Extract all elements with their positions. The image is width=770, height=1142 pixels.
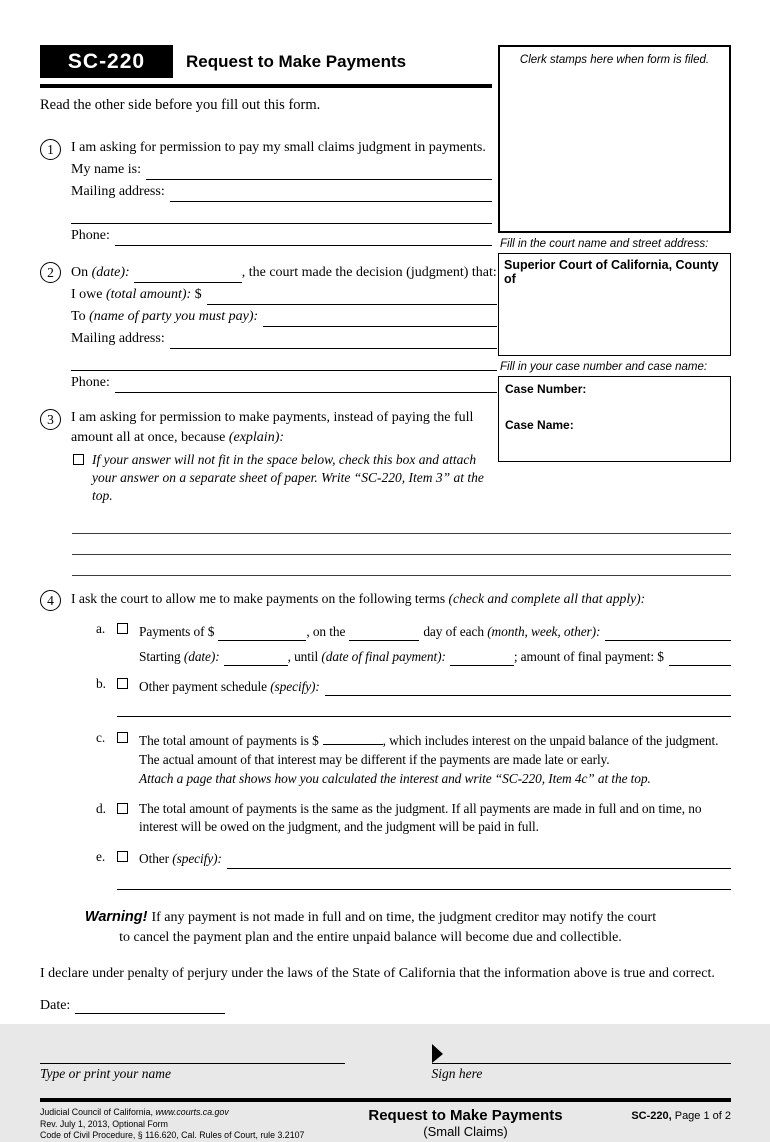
clerk-stamp-box: [498, 45, 731, 233]
date-row: [40, 990, 731, 1014]
case-number-label: Case Number:: [505, 382, 587, 396]
attach-sheet-note: If your answer will not fit in the space below, check this box and attach your answer on a separate sheet of paper. Write “SC-220, Item 3” at the top.: [92, 451, 484, 504]
phone-label: Phone:: [71, 228, 110, 243]
creditor-mailing-input-line-2[interactable]: [71, 355, 497, 371]
decision-text: , the court made the decision (judgment) that:: [241, 265, 497, 280]
item-4e-checkbox[interactable]: [117, 851, 128, 862]
section-2-body: [71, 261, 497, 393]
right-column: [498, 45, 731, 505]
item-4c-checkbox[interactable]: [117, 732, 128, 743]
footer-form-subtitle: (Small Claims): [423, 1123, 508, 1139]
other-schedule-label: Other payment schedule (specify):: [139, 678, 320, 694]
item-4c-letter: c.: [96, 730, 106, 746]
owe-amount-input-line[interactable]: [207, 289, 497, 305]
day-of-each-label: day of each (month, week, other):: [423, 623, 601, 639]
top-section: [40, 45, 731, 505]
mailing-address-input-line[interactable]: [170, 186, 492, 202]
sign-here-label: Sign here: [431, 1065, 483, 1081]
start-date-input-line[interactable]: [224, 650, 288, 666]
signature-row: [40, 1044, 731, 1082]
footer-council-line: Judicial Council of California, www.courts.ca.gov: [40, 1106, 229, 1117]
my-name-input-line[interactable]: [146, 164, 492, 180]
item-4b-line: [139, 675, 731, 696]
section-1: [40, 138, 492, 246]
item-4b: [96, 675, 731, 696]
footer-rev-line: Rev. July 1, 2013, Optional Form: [40, 1118, 168, 1129]
item-4a-body: [139, 620, 731, 666]
case-info-box[interactable]: [498, 376, 731, 462]
form-header: [40, 45, 492, 78]
section-3-text: I am asking for permission to make payments, instead of paying the full amount all at once, because (explain):: [71, 409, 474, 445]
item-4e: [96, 848, 731, 869]
pay-to-label: To (name of party you must pay):: [71, 309, 259, 324]
creditor-phone-row: [71, 371, 497, 393]
footer-rule: [40, 1098, 731, 1102]
footer-center: [340, 1107, 591, 1142]
mailing-address-row-2: [71, 202, 492, 224]
pay-to-row: [71, 305, 497, 327]
other-specify-input-line-2[interactable]: [117, 869, 731, 890]
final-date-input-line[interactable]: [450, 650, 514, 666]
pay-to-input-line[interactable]: [263, 311, 497, 327]
footer-page-number: Page 1 of 2: [671, 1109, 731, 1122]
print-name-label: Type or print your name: [40, 1065, 171, 1081]
item-4c-line-1: The total amount of payments is $ , which includes interest on the unpaid balance of the judgment.: [139, 729, 731, 751]
explanation-lines: [72, 513, 731, 576]
left-column: [40, 45, 497, 505]
item-4a-line-2: [139, 645, 731, 666]
print-name-block: [40, 1044, 345, 1082]
court-name-box[interactable]: [498, 253, 731, 356]
item-4d-letter: d.: [96, 800, 106, 816]
case-name-label: Case Name:: [505, 418, 574, 432]
phone-input-line[interactable]: [115, 230, 492, 246]
item-4b-checkbox[interactable]: [117, 678, 128, 689]
other-specify-input-line[interactable]: [227, 853, 731, 869]
form-number-badge: SC-220: [40, 45, 173, 78]
creditor-mailing-label: Mailing address:: [71, 331, 165, 346]
form-title: Request to Make Payments: [186, 51, 407, 71]
footer-form-number: SC-220,: [631, 1109, 672, 1122]
phone-row-1: [71, 224, 492, 246]
final-amount-input-line[interactable]: [669, 650, 731, 666]
item-4e-body: [139, 848, 731, 869]
starting-label: Starting (date):: [139, 648, 220, 664]
payment-period-input-line[interactable]: [605, 625, 731, 641]
my-name-label: My name is:: [71, 162, 141, 177]
section-2: [40, 261, 497, 393]
warning-block: [40, 907, 731, 949]
date-label: Date:: [40, 997, 71, 1013]
section-4: [40, 589, 731, 611]
item-4d-checkbox[interactable]: [117, 803, 128, 814]
date-input-line[interactable]: [75, 998, 225, 1014]
section-3-number: 3: [40, 409, 61, 430]
item-4d-text: The total amount of payments is the same as the judgment. If all payments are made in full and on time, no interest will be owed on the judgment, and the judgment will be paid in full.: [139, 800, 702, 835]
section-1-body: [71, 138, 492, 246]
attach-sheet-checkbox[interactable]: [73, 454, 84, 465]
footer-right: [591, 1107, 731, 1142]
court-name-label: Superior Court of California, County of: [504, 258, 719, 286]
section-3: [40, 408, 492, 505]
owe-label: I owe (total amount): $: [71, 287, 202, 302]
creditor-mailing-input-line[interactable]: [170, 333, 497, 349]
case-info-instruction: Fill in your case number and case name:: [500, 361, 708, 373]
final-payment-label: ; amount of final payment: $: [513, 648, 664, 664]
mailing-address-row-1: [71, 180, 492, 202]
total-payments-input-line[interactable]: [323, 729, 383, 745]
mailing-address-label: Mailing address:: [71, 184, 165, 199]
item-4e-letter: e.: [96, 849, 106, 865]
explanation-line-1[interactable]: [72, 513, 731, 534]
on-the-label: , on the: [306, 623, 346, 639]
section-1-text: I am asking for permission to pay my small claims judgment in payments.: [71, 140, 486, 155]
item-4a-letter: a.: [96, 621, 106, 637]
item-4c-body: [139, 729, 731, 788]
creditor-mailing-row-1: [71, 327, 497, 349]
mailing-address-input-line-2[interactable]: [71, 208, 492, 224]
clerk-stamp-note: Clerk stamps here when form is filed.: [519, 54, 710, 66]
section-3-body: [71, 408, 492, 505]
other-schedule-input-line-2[interactable]: [117, 696, 731, 717]
creditor-mailing-row-2: [71, 349, 497, 371]
on-date-label: On (date):: [71, 265, 130, 280]
item-4a-line-1: [139, 620, 731, 641]
section-2-number: 2: [40, 262, 61, 283]
warning-line-1: If any payment is not made in full and on time, the judgment creditor may notify the court: [151, 910, 657, 926]
judgment-date-input-line[interactable]: [134, 267, 242, 283]
explanation-line-3[interactable]: [72, 555, 731, 576]
owe-row: [71, 283, 497, 305]
header-rule: [40, 84, 492, 88]
footer: [40, 1107, 731, 1142]
other-label: Other (specify):: [139, 851, 222, 867]
footer-code-line: Code of Civil Procedure, § 116.620, Cal. Rules of Court, rule 3.2107: [40, 1130, 305, 1141]
warning-line-2: to cancel the payment plan and the entire unpaid balance will become due and collectible.: [119, 930, 622, 946]
section-4-intro: I ask the court to allow me to make payments on the following terms (check and complete all that apply):: [71, 591, 646, 607]
footer-form-title: Request to Make Payments: [368, 1106, 563, 1124]
item-4a-checkbox[interactable]: [117, 623, 128, 634]
payments-of-label: Payments of $: [139, 623, 215, 639]
explanation-line-2[interactable]: [72, 534, 731, 555]
signature-input-line[interactable]: [432, 1044, 732, 1064]
payment-amount-input-line[interactable]: [218, 625, 306, 641]
item-4c: [96, 729, 731, 788]
my-name-row: [71, 158, 492, 180]
creditor-phone-label: Phone:: [71, 375, 110, 390]
item-4d: [96, 800, 731, 838]
print-name-input-line[interactable]: [40, 1044, 345, 1064]
until-label: , until (date of final payment):: [287, 648, 446, 664]
court-address-instruction: Fill in the court name and street address:: [500, 238, 709, 250]
read-other-side-note: Read the other side before you fill out this form.: [40, 97, 321, 113]
sign-here-arrow-icon: [432, 1044, 443, 1063]
footer-left: [40, 1107, 340, 1142]
perjury-declaration: I declare under penalty of perjury under the laws of the State of California that the information above is true and correct.: [40, 965, 715, 981]
judgment-date-row: [71, 261, 497, 283]
creditor-phone-input-line[interactable]: [115, 377, 497, 393]
item-4a: [96, 620, 731, 666]
other-schedule-input-line[interactable]: [325, 680, 731, 696]
sign-here-block: [432, 1044, 732, 1082]
item-4e-line: [139, 848, 731, 869]
footer-courts-url: www.courts.ca.gov: [155, 1106, 229, 1117]
item-4b-body: [139, 675, 731, 696]
attach-sheet-row: [71, 451, 492, 506]
section-4-number: 4: [40, 590, 61, 611]
section-1-number: 1: [40, 139, 61, 160]
item-4b-letter: b.: [96, 676, 106, 692]
warning-label: Warning!: [84, 909, 148, 926]
item-4c-line-2: The actual amount of that interest may be different if the payments are made late or early.: [139, 752, 610, 768]
item-4c-line-3: Attach a page that shows how you calculated the interest and write “SC-220, Item 4c” at the top.: [139, 770, 651, 786]
payment-day-input-line[interactable]: [349, 625, 419, 641]
